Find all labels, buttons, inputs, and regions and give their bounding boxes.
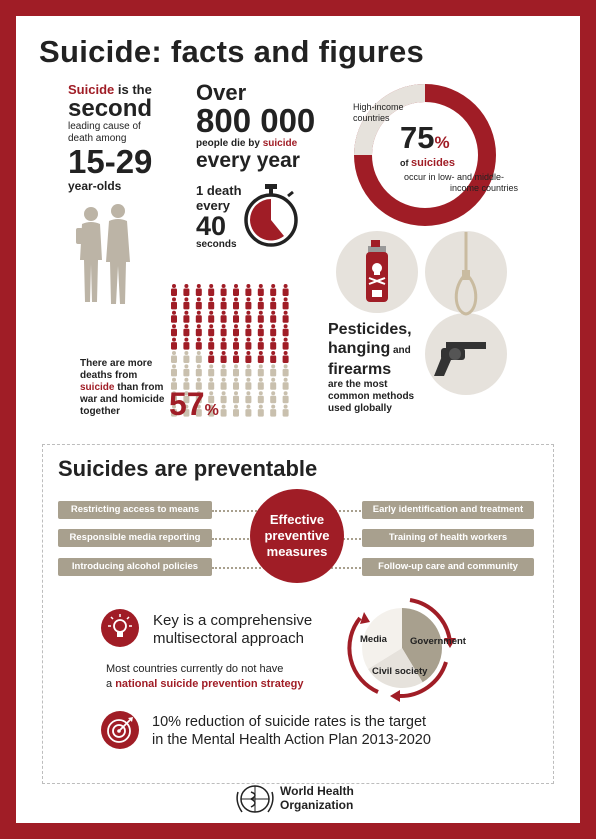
person-mark <box>233 284 239 296</box>
person-mark <box>245 297 251 309</box>
person-mark <box>183 284 189 296</box>
target-text <box>152 713 431 749</box>
more-deaths-line5: together <box>80 406 120 417</box>
measure-right-3: Follow-up care and community support <box>362 558 534 576</box>
person-mark <box>171 324 177 336</box>
person-mark <box>208 364 214 376</box>
pie-label-media: Media <box>360 634 387 645</box>
person-mark <box>221 311 227 323</box>
person-mark <box>221 338 227 350</box>
effective-line2: preventive <box>264 528 330 543</box>
person-mark <box>283 405 289 417</box>
leading-text: leading cause of <box>68 121 141 132</box>
high-income-line1: High-income <box>353 102 404 112</box>
suicide-word-3: suicide <box>80 382 115 393</box>
person-mark <box>270 324 276 336</box>
effective-measures-circle <box>250 489 344 583</box>
person-mark <box>233 378 239 390</box>
person-mark <box>221 378 227 390</box>
person-mark <box>270 391 276 403</box>
lightbulb-icon <box>100 608 140 648</box>
person-mark <box>283 297 289 309</box>
who-name <box>280 784 354 812</box>
methods-line2: common methods <box>328 391 415 402</box>
strategy-text <box>106 662 303 692</box>
person-mark <box>245 311 251 323</box>
who-line1: World Health <box>280 784 354 798</box>
pie-label-government: Government <box>410 636 466 647</box>
person-mark <box>283 351 289 363</box>
person-mark <box>208 297 214 309</box>
occur-line1: occur in low- and middle- <box>404 172 505 182</box>
measure-left-3: Introducing alcohol policies <box>58 558 212 576</box>
person-mark <box>283 378 289 390</box>
person-mark <box>258 391 264 403</box>
person-mark <box>245 405 251 417</box>
person-mark <box>233 311 239 323</box>
person-mark <box>183 297 189 309</box>
person-mark <box>208 351 214 363</box>
key-line2: multisectoral approach <box>153 630 304 647</box>
person-mark <box>171 364 177 376</box>
person-mark <box>270 378 276 390</box>
measure-left-1: Restricting access to means <box>58 501 212 519</box>
second-word: second <box>68 95 153 122</box>
person-mark <box>283 364 289 376</box>
person-mark <box>245 378 251 390</box>
high-income-line2: countries <box>353 113 390 123</box>
key-text <box>153 612 312 648</box>
measure-right-2: Training of health workers <box>362 529 534 547</box>
deaths-per-year-block <box>196 82 346 172</box>
person-mark <box>245 284 251 296</box>
income-percent-sign: % <box>434 133 450 152</box>
person-mark <box>196 311 202 323</box>
pesticides-text: Pesticides, <box>328 321 412 338</box>
target-line2: in the Mental Health Action Plan 2013-2020 <box>152 732 431 748</box>
infographic <box>16 16 580 823</box>
strategy-line1: Most countries currently do not have <box>106 663 284 675</box>
strategy-red: national suicide prevention strategy <box>115 678 304 690</box>
person-mark <box>221 364 227 376</box>
one-death-text: 1 death <box>196 183 242 198</box>
person-mark <box>221 405 227 417</box>
year-olds-text: year-olds <box>68 179 122 193</box>
person-mark <box>233 364 239 376</box>
who-line2: Organization <box>280 798 354 812</box>
person-mark <box>196 284 202 296</box>
person-mark <box>221 324 227 336</box>
suicides-word: suicides <box>411 157 456 169</box>
person-mark <box>245 351 251 363</box>
person-mark <box>171 284 177 296</box>
person-mark <box>183 324 189 336</box>
occur-line2: income countries <box>450 183 519 193</box>
person-mark <box>283 284 289 296</box>
person-mark <box>233 297 239 309</box>
methods-line3: used globally <box>328 403 392 414</box>
person-mark <box>245 324 251 336</box>
person-mark <box>183 338 189 350</box>
strategy-a: a <box>106 678 116 690</box>
person-mark <box>270 338 276 350</box>
person-mark <box>283 311 289 323</box>
person-mark <box>258 364 264 376</box>
person-mark <box>245 364 251 376</box>
more-deaths-line1: There are more <box>80 358 153 369</box>
person-mark <box>221 391 227 403</box>
person-mark <box>258 324 264 336</box>
person-mark <box>221 284 227 296</box>
of-text: of <box>400 158 411 168</box>
more-deaths-line3: than from <box>114 382 164 393</box>
person-mark <box>233 405 239 417</box>
person-mark <box>270 297 276 309</box>
person-mark <box>208 324 214 336</box>
preventable-heading: Suicides are preventable <box>58 456 318 481</box>
methods-text <box>328 320 414 415</box>
who-emblem-icon <box>234 782 276 816</box>
target-line1: 10% reduction of suicide rates is the target <box>152 714 427 730</box>
person-mark <box>270 351 276 363</box>
person-mark <box>233 351 239 363</box>
more-deaths-line4: war and homicide <box>80 394 165 405</box>
effective-line3: measures <box>266 544 328 559</box>
person-mark <box>270 311 276 323</box>
deaths-percent-sign: % <box>204 402 219 419</box>
target-icon <box>100 710 140 750</box>
pie-label-civil-society: Civil society <box>372 666 428 677</box>
person-mark <box>245 391 251 403</box>
measure-right-1: Early identification and treatment <box>362 501 534 519</box>
person-mark <box>196 324 202 336</box>
person-mark <box>171 297 177 309</box>
person-mark <box>283 324 289 336</box>
person-mark <box>221 297 227 309</box>
suicide-word-2: suicide <box>262 138 298 149</box>
person-mark <box>270 364 276 376</box>
person-mark <box>283 391 289 403</box>
is-the-text: is the <box>114 82 152 97</box>
person-mark <box>233 338 239 350</box>
person-mark <box>196 338 202 350</box>
person-mark <box>208 284 214 296</box>
person-mark <box>258 351 264 363</box>
more-deaths-line2: deaths from <box>80 370 138 381</box>
deaths-percent-value: 57 <box>169 386 205 422</box>
death-count: 800 000 <box>196 102 316 139</box>
high-income-label <box>353 102 404 124</box>
person-mark <box>183 311 189 323</box>
deaths-percent <box>169 386 219 423</box>
every-year-text: every year <box>196 149 300 172</box>
person-mark <box>171 311 177 323</box>
every-text: every <box>196 198 230 213</box>
person-mark <box>221 351 227 363</box>
person-mark <box>171 351 177 363</box>
income-percent-value: 75 <box>400 120 435 155</box>
hanging-text: hanging <box>328 340 391 357</box>
age-range: 15-29 <box>68 143 153 180</box>
person-mark <box>258 378 264 390</box>
person-mark <box>196 351 202 363</box>
effective-line1: Effective <box>269 512 325 527</box>
person-mark <box>171 338 177 350</box>
second-cause-block <box>68 82 188 193</box>
methods-line1: are the most <box>328 379 388 390</box>
person-mark <box>258 405 264 417</box>
forty-text: 40 <box>196 211 227 241</box>
firearm-circle <box>425 313 507 395</box>
suicide-word: Suicide <box>68 82 115 97</box>
person-mark <box>258 284 264 296</box>
person-mark <box>196 364 202 376</box>
occur-text <box>404 172 518 194</box>
young-people-icon <box>71 204 141 312</box>
pesticide-can-icon <box>366 240 388 302</box>
key-line1: Key is a comprehensive <box>153 612 313 629</box>
measure-left-2: Responsible media reporting <box>58 529 212 547</box>
person-mark <box>233 391 239 403</box>
person-mark <box>258 338 264 350</box>
person-mark <box>270 405 276 417</box>
more-deaths-text <box>80 358 164 418</box>
people-die-text: people die by <box>196 138 263 149</box>
person-mark <box>245 338 251 350</box>
person-mark <box>258 297 264 309</box>
firearms-text: firearms <box>328 361 392 378</box>
over-text: Over <box>196 80 247 105</box>
death-among-text: death among <box>68 133 127 144</box>
person-mark <box>270 284 276 296</box>
seconds-text: seconds <box>196 239 237 250</box>
person-mark <box>183 364 189 376</box>
person-mark <box>233 324 239 336</box>
person-mark <box>196 297 202 309</box>
person-mark <box>208 311 214 323</box>
income-percent <box>400 120 450 156</box>
person-mark <box>208 338 214 350</box>
and-text: and <box>390 345 411 356</box>
person-mark <box>183 351 189 363</box>
person-mark <box>283 338 289 350</box>
person-mark <box>258 311 264 323</box>
stopwatch-icon <box>242 182 300 248</box>
income-text <box>400 158 455 169</box>
page-title: Suicide: facts and figures <box>39 34 425 69</box>
multisectoral-pie-chart <box>338 592 466 704</box>
